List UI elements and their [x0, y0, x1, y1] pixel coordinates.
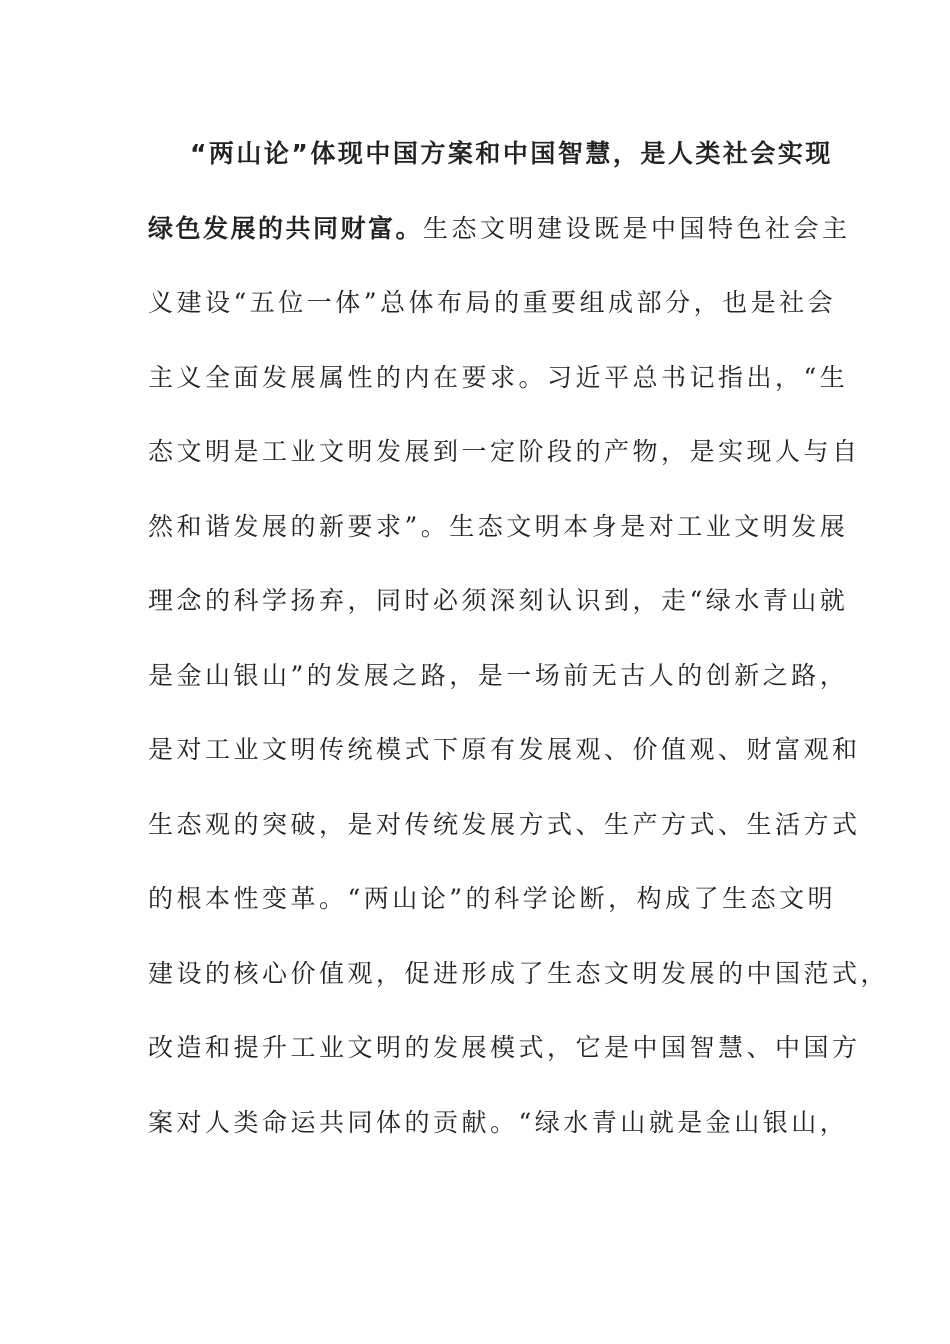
body-text: 改造和提升工业文明的发展模式，它是中国智慧、中国方: [148, 1033, 861, 1062]
body-text: 是金山银山”的发展之路，是一场前无古人的创新之路，: [148, 660, 849, 690]
body-text: 主义全面发展属性的内在要求。习近平总书记指出，“生: [148, 362, 849, 392]
body-text: 的根本性变革。“两山论”的科学论断，构成了生态文明: [148, 884, 837, 913]
text-line: [148, 1103, 849, 1143]
text-line: [148, 507, 849, 547]
text-line: [148, 656, 849, 696]
text-line: [148, 283, 837, 323]
text-line: [148, 209, 851, 249]
text-line: [148, 805, 861, 845]
bold-text: 绿色发展的共同财富。: [148, 213, 424, 243]
text-line: [190, 134, 833, 174]
text-line: [148, 879, 837, 919]
body-text: 态文明是工业文明发展到一定阶段的产物，是实现人与自: [148, 437, 861, 466]
text-line: [148, 954, 890, 994]
body-text: 义建设“五位一体”总体布局的重要组成部分，也是社会: [148, 288, 837, 317]
text-line: [148, 581, 849, 621]
body-text: 生态观的突破，是对传统发展方式、生产方式、生活方式: [148, 809, 861, 839]
body-text: 然和谐发展的新要求”。生态文明本身是对工业文明发展: [148, 511, 849, 541]
body-text: 案对人类命运共同体的贡献。“绿水青山就是金山银山，: [148, 1107, 849, 1137]
bold-text: “两山论”体现中国方案和中国智慧，是人类社会实现: [190, 139, 833, 168]
body-text: 是对工业文明传统模式下原有发展观、价值观、财富观和: [148, 735, 861, 764]
text-line: [148, 730, 861, 770]
body-text: 建设的核心价值观，促进形成了生态文明发展的中国范式，: [148, 958, 890, 988]
body-text: 理念的科学扬弃，同时必须深刻认识到，走“绿水青山就: [148, 586, 849, 615]
text-line: [148, 432, 861, 472]
text-line: [148, 1028, 861, 1068]
text-line: [148, 358, 849, 398]
body-text: 生态文明建设既是中国特色社会主: [423, 213, 851, 243]
